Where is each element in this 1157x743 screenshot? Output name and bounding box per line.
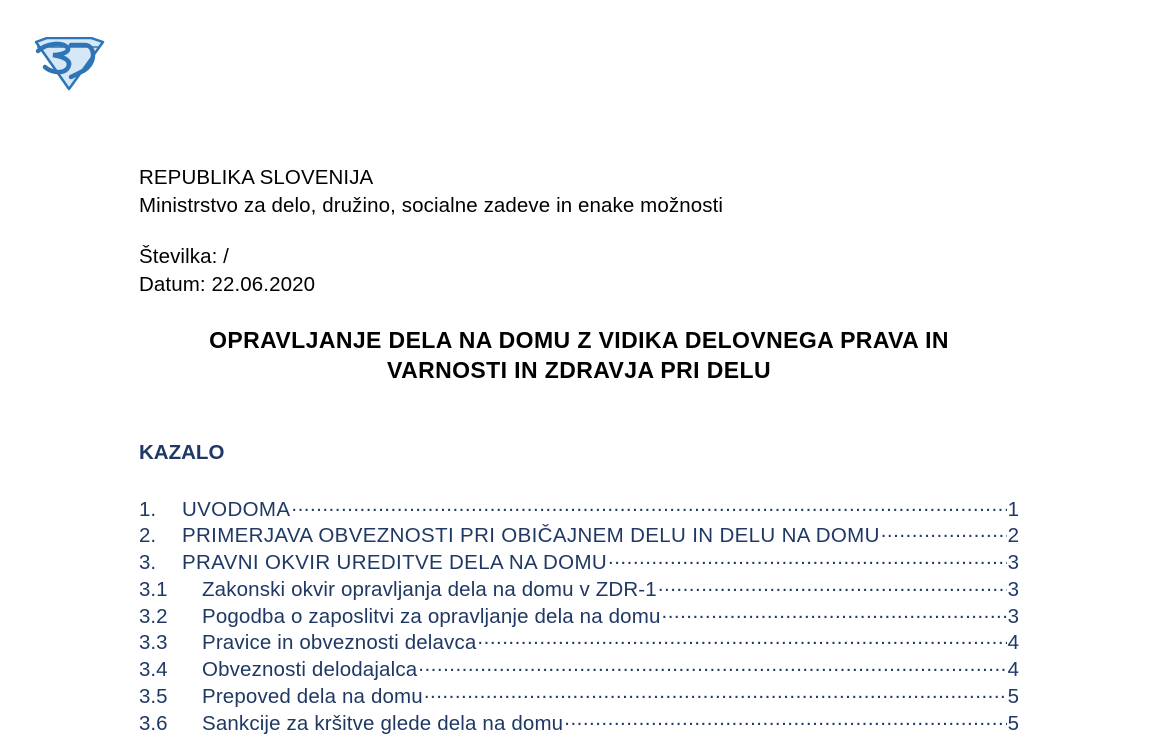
toc-entry[interactable] — [139, 602, 1019, 629]
toc-entry-page: 5 — [1007, 685, 1019, 709]
toc-entry[interactable] — [139, 549, 1019, 576]
toc-entry-label: Zakonski okvir opravljanja dela na domu v ZDR-1 — [202, 577, 657, 601]
document-number: Številka: / — [139, 245, 229, 268]
title-line-2: VARNOSTI IN ZDRAVJA PRI DELU — [387, 357, 771, 383]
toc-entry-number: 3. — [139, 551, 157, 575]
toc-dot-leader — [424, 683, 1007, 704]
toc-dot-leader — [658, 575, 1007, 596]
toc-entry-number: 3.3 — [139, 631, 168, 655]
toc-dot-leader — [477, 629, 1006, 650]
toc-entry[interactable] — [139, 683, 1019, 710]
toc-entry-label: Obveznosti delodajalca — [202, 658, 418, 682]
title-line-1: OPRAVLJANJE DELA NA DOMU Z VIDIKA DELOVNEGA PRAVA IN — [209, 327, 949, 353]
toc-entry-page: 3 — [1007, 551, 1019, 575]
toc-entry-number: 3.1 — [139, 577, 168, 601]
toc-entry-page: 2 — [1007, 524, 1019, 548]
toc-heading: KAZALO — [139, 441, 225, 464]
toc-entry-label: PRIMERJAVA OBVEZNOSTI PRI OBIČAJNEM DELU IN DELU NA DOMU — [182, 524, 880, 548]
toc-entry-label: Pravice in obveznosti delavca — [202, 631, 477, 655]
ministry-logo-icon — [33, 37, 105, 91]
toc-dot-leader — [608, 549, 1007, 570]
toc-dot-leader — [418, 656, 1006, 677]
document-date: Datum: 22.06.2020 — [139, 273, 316, 296]
toc-entry-number: 3.2 — [139, 604, 168, 628]
republic-name: REPUBLIKA SLOVENIJA — [139, 166, 374, 189]
toc-dot-leader — [662, 602, 1007, 623]
toc-entry-page: 4 — [1007, 631, 1019, 655]
toc-entry-label: UVODOMA — [182, 497, 291, 521]
toc-dot-leader — [291, 495, 1006, 516]
toc-entry[interactable] — [139, 629, 1019, 656]
toc-entry-number: 1. — [139, 497, 157, 521]
toc-entry-label: Prepoved dela na domu — [202, 685, 423, 709]
toc-entry[interactable] — [139, 522, 1019, 549]
toc-entry-number: 2. — [139, 524, 157, 548]
toc-entry[interactable] — [139, 709, 1019, 736]
toc-entry-page: 1 — [1007, 497, 1019, 521]
toc-entry-label: Pogodba o zaposlitvi za opravljanje dela na domu — [202, 604, 661, 628]
table-of-contents — [139, 495, 1019, 736]
toc-entry-label: PRAVNI OKVIR UREDITVE DELA NA DOMU — [182, 551, 608, 575]
toc-entry-number: 3.5 — [139, 685, 168, 709]
toc-entry-page: 3 — [1007, 577, 1019, 601]
toc-entry[interactable] — [139, 495, 1019, 522]
toc-entry-number: 3.4 — [139, 658, 168, 682]
toc-entry-page: 3 — [1007, 604, 1019, 628]
toc-entry[interactable] — [139, 656, 1019, 683]
toc-entry-page: 5 — [1007, 711, 1019, 735]
toc-entry-number: 3.6 — [139, 711, 168, 735]
toc-dot-leader — [564, 709, 1006, 730]
ministry-name: Ministrstvo za delo, družino, socialne zadeve in enake možnosti — [139, 194, 724, 217]
toc-dot-leader — [881, 522, 1007, 543]
toc-entry-label: Sankcije za kršitve glede dela na domu — [202, 711, 564, 735]
document-title — [140, 325, 1018, 385]
toc-entry[interactable] — [139, 575, 1019, 602]
toc-entry-page: 4 — [1007, 658, 1019, 682]
